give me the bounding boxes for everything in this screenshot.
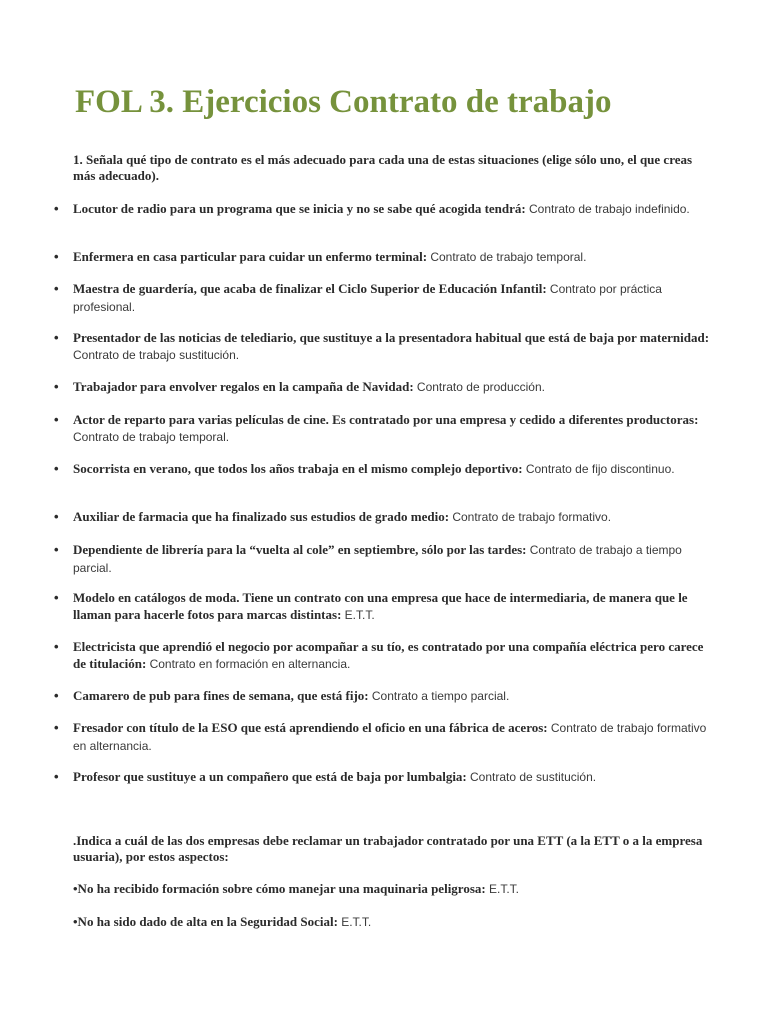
- list-item: [54, 460, 713, 478]
- item-question: Presentador de las noticias de telediario, que sustituye a la presentadora habitual que está de baja por maternidad:: [73, 330, 710, 345]
- exercise-2-item: [73, 880, 713, 898]
- bullet-icon: •: [54, 461, 59, 476]
- item-answer: Contrato por práctica profesional.: [73, 282, 662, 314]
- list-item: [54, 329, 713, 364]
- bullet-icon: •: [54, 249, 59, 264]
- list-item: [54, 200, 713, 218]
- item-answer: E.T.T.: [488, 882, 519, 896]
- item-answer: E.T.T.: [341, 915, 372, 929]
- item-answer: Contrato de producción.: [416, 380, 545, 394]
- bullet-icon: •: [54, 542, 59, 557]
- bullet-icon: •: [54, 201, 59, 216]
- item-answer: Contrato de trabajo indefinido.: [528, 202, 690, 216]
- list-item: [54, 589, 713, 624]
- item-answer: Contrato de trabajo formativo.: [452, 510, 612, 524]
- item-question: Enfermera en casa particular para cuidar un enfermo terminal:: [73, 249, 428, 264]
- item-question: Trabajador para envolver regalos en la campaña de Navidad:: [73, 379, 414, 394]
- exercise-2-item: [73, 913, 713, 931]
- list-item: [54, 687, 713, 705]
- list-item: [54, 411, 713, 446]
- bullet-icon: •: [54, 639, 59, 654]
- list-item: [54, 378, 713, 396]
- list-item: [54, 719, 713, 755]
- item-question: Fresador con título de la ESO que está aprendiendo el oficio en una fábrica de aceros:: [73, 720, 548, 735]
- item-question: Locutor de radio para un programa que se inicia y no se sabe qué acogida tendrá:: [73, 201, 526, 216]
- bullet-icon: •: [54, 509, 59, 524]
- item-question: •No ha sido dado de alta en la Seguridad Social:: [73, 914, 338, 929]
- bullet-icon: •: [54, 720, 59, 735]
- item-question: Camarero de pub para fines de semana, que está fijo:: [73, 688, 369, 703]
- list-item: [54, 541, 713, 577]
- item-answer: Contrato de trabajo temporal.: [430, 250, 587, 264]
- list-item: [54, 508, 713, 526]
- item-answer: Contrato de trabajo sustitución.: [73, 348, 240, 362]
- item-answer: Contrato a tiempo parcial.: [371, 689, 510, 703]
- item-answer: Contrato de trabajo a tiempo parcial.: [73, 543, 682, 575]
- bullet-icon: •: [54, 590, 59, 605]
- item-question: Actor de reparto para varias películas de cine. Es contratado por una empresa y cedido a diferentes productoras:: [73, 412, 699, 427]
- item-answer: Contrato de fijo discontinuo.: [525, 462, 675, 476]
- item-question: Socorrista en verano, que todos los años trabaja en el mismo complejo deportivo:: [73, 461, 523, 476]
- bullet-icon: •: [54, 330, 59, 345]
- bullet-icon: •: [54, 281, 59, 296]
- exercise-2-intro: .Indica a cuál de las dos empresas debe reclamar un trabajador contratado por una ETT (a la ETT o a la empresa usuaria), por estos aspectos:: [73, 833, 703, 864]
- document-title: FOL 3. Ejercicios Contrato de trabajo: [75, 84, 612, 120]
- list-item: [54, 248, 713, 266]
- item-question: Auxiliar de farmacia que ha finalizado sus estudios de grado medio:: [73, 509, 450, 524]
- bullet-icon: •: [54, 769, 59, 784]
- item-question: Profesor que sustituye a un compañero que está de baja por lumbalgia:: [73, 769, 467, 784]
- bullet-icon: •: [54, 412, 59, 427]
- list-item: [54, 280, 713, 316]
- item-question: Electricista que aprendió el negocio por acompañar a su tío, es contratado por una compañía eléctrica pero carece de titulación:: [73, 639, 704, 671]
- item-answer: Contrato de trabajo formativo en alternancia.: [73, 721, 707, 753]
- item-answer: Contrato de sustitución.: [470, 770, 597, 784]
- exercise-1-intro: 1. Señala qué tipo de contrato es el más adecuado para cada una de estas situaciones (elige sólo uno, el que creas más adecuado).: [73, 152, 693, 183]
- list-item: [54, 638, 713, 673]
- item-answer: Contrato en formación en alternancia.: [149, 657, 351, 671]
- item-answer: E.T.T.: [344, 608, 375, 622]
- item-question: Modelo en catálogos de moda. Tiene un contrato con una empresa que hace de intermediaria, de manera que le llaman para hacerle fotos para marcas distintas:: [73, 590, 688, 622]
- item-question: •No ha recibido formación sobre cómo manejar una maquinaria peligrosa:: [73, 881, 486, 896]
- item-question: Maestra de guardería, que acaba de finalizar el Ciclo Superior de Educación Infantil:: [73, 281, 547, 296]
- bullet-icon: •: [54, 379, 59, 394]
- list-item: [54, 768, 713, 786]
- item-answer: Contrato de trabajo temporal.: [73, 430, 230, 444]
- item-question: Dependiente de librería para la “vuelta al cole” en septiembre, sólo por las tardes:: [73, 542, 527, 557]
- bullet-icon: •: [54, 688, 59, 703]
